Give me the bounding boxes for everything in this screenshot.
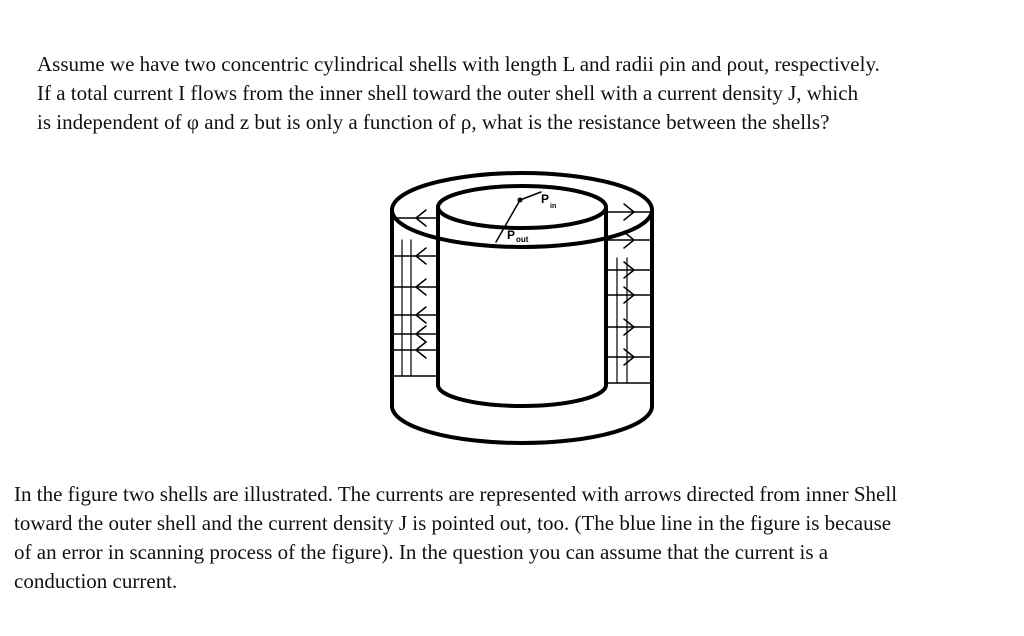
explanation-text xyxy=(14,480,1019,596)
question-text xyxy=(37,50,1017,137)
inner-shell-bottom-rim xyxy=(438,385,606,406)
explanation-line-4: conduction current. xyxy=(14,569,178,593)
rho-in-label: $P_{in}$ xyxy=(541,192,557,210)
explanation-line-2: toward the outer shell and the current density J is pointed out, too. (The blue line in the figure is because xyxy=(14,511,892,535)
center-point xyxy=(518,198,523,203)
left-divider-lines xyxy=(402,240,411,376)
explanation-line-1: In the figure two shells are illustrated. The currents are represented with arrows directed from inner Shell xyxy=(14,482,898,506)
radius-line-inner xyxy=(520,192,541,200)
inner-shell-top-rim xyxy=(438,186,606,228)
question-line-3: is independent of φ and z but is only a function of ρ, what is the resistance between the shells? xyxy=(37,110,830,134)
rho-out-label: $P_{out}$ xyxy=(507,228,529,244)
concentric-shells-figure xyxy=(380,168,660,448)
outer-shell-bottom-rim xyxy=(392,406,652,443)
explanation-line-3: of an error in scanning process of the figure). In the question you can assume that the current is a xyxy=(14,540,829,564)
question-line-1: Assume we have two concentric cylindrical shells with length L and radii ρin and ρout, respectively. xyxy=(37,52,880,76)
question-line-2: If a total current I flows from the inner shell toward the outer shell with a current density J, which xyxy=(37,81,859,105)
